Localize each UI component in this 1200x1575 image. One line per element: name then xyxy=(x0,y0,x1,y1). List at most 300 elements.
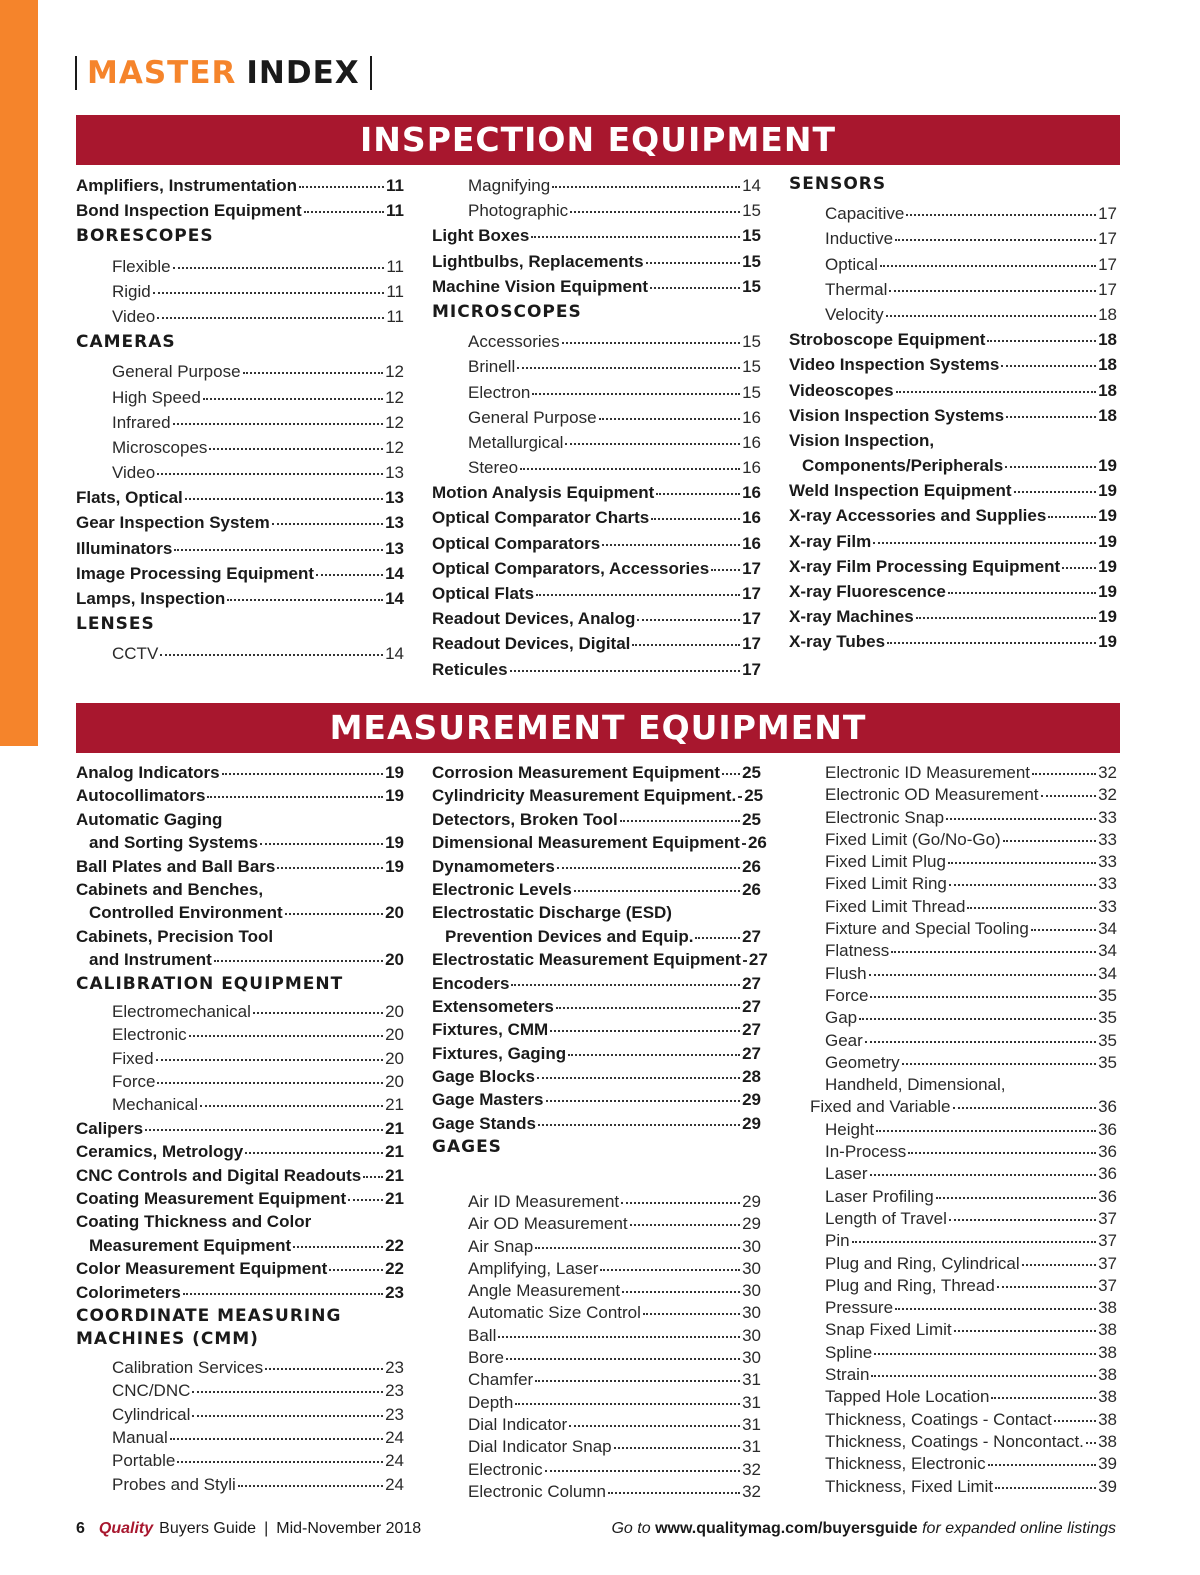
entry-label: Image Processing Equipment xyxy=(76,563,315,583)
entry-label: Dial Indicator Snap xyxy=(468,1437,612,1457)
index-entry[interactable] xyxy=(76,1283,404,1306)
side-color-strip xyxy=(0,0,38,746)
index-subentry[interactable] xyxy=(789,1254,1117,1276)
page-reference: 13 xyxy=(385,488,404,508)
entry-label: Electronic xyxy=(112,1025,187,1045)
entry-label: Readout Devices, Analog xyxy=(432,609,636,629)
page-reference: 14 xyxy=(742,176,761,195)
index-entry[interactable] xyxy=(789,532,1117,557)
index-entry[interactable] xyxy=(789,582,1117,607)
index-entry[interactable] xyxy=(432,226,761,251)
index-subentry[interactable] xyxy=(76,388,404,413)
section-heading: LENSES xyxy=(76,614,155,635)
index-entry[interactable] xyxy=(432,634,761,659)
index-subentry[interactable] xyxy=(432,1460,761,1482)
page-reference: 15 xyxy=(742,276,761,296)
index-subentry[interactable] xyxy=(789,919,1117,941)
entry-label: Coating Measurement Equipment xyxy=(76,1189,347,1209)
index-subentry[interactable] xyxy=(789,1164,1117,1186)
page-reference: 15 xyxy=(742,332,761,352)
entry-label: Gage Stands xyxy=(432,1113,536,1133)
index-subentry[interactable] xyxy=(76,1428,404,1451)
page-reference: 18 xyxy=(1098,355,1117,375)
page-reference: 15 xyxy=(742,251,761,271)
page-reference: 26 xyxy=(747,833,767,853)
dot-leader xyxy=(859,1018,1096,1020)
index-entry[interactable] xyxy=(76,903,404,926)
index-subentry[interactable] xyxy=(432,1259,761,1281)
index-entry[interactable] xyxy=(76,833,404,856)
page-reference: 11 xyxy=(386,306,404,326)
page-reference: 29 xyxy=(742,1113,761,1133)
index-entry[interactable] xyxy=(432,997,761,1020)
entry-label: Strain xyxy=(825,1365,870,1385)
index-subentry[interactable] xyxy=(432,1303,761,1325)
dot-leader xyxy=(253,1012,383,1014)
index-entry[interactable] xyxy=(789,506,1117,531)
entry-label: General Purpose xyxy=(112,362,241,382)
index-subentry[interactable] xyxy=(789,1053,1117,1075)
index-entry[interactable] xyxy=(432,880,761,903)
index-entry[interactable] xyxy=(789,557,1117,582)
page-reference: 12 xyxy=(385,362,404,382)
index-subentry[interactable] xyxy=(76,257,404,282)
entry-label: Flush xyxy=(825,963,867,983)
entry-label: Electromechanical xyxy=(112,1001,251,1021)
index-subentry[interactable] xyxy=(789,255,1117,280)
dot-leader xyxy=(916,617,1096,619)
dot-leader xyxy=(574,890,740,892)
dot-leader xyxy=(565,443,740,445)
index-subentry[interactable] xyxy=(432,1237,761,1259)
entry-label: Video xyxy=(112,306,156,326)
page-reference: 27 xyxy=(742,926,761,946)
index-subentry[interactable] xyxy=(432,1348,761,1370)
index-entry[interactable] xyxy=(76,786,404,809)
index-subentry[interactable] xyxy=(76,1358,404,1381)
index-subentry[interactable] xyxy=(432,176,761,201)
page-reference: 18 xyxy=(1098,304,1117,324)
index-entry[interactable] xyxy=(432,660,761,685)
page-reference: 39 xyxy=(1098,1476,1117,1496)
dot-leader xyxy=(646,262,740,264)
section-heading: CALIBRATION EQUIPMENT xyxy=(76,973,344,994)
entry-label: Tapped Hole Location xyxy=(825,1387,990,1407)
page-reference: 17 xyxy=(742,659,761,679)
page-reference: 38 xyxy=(1098,1320,1117,1340)
page-reference: 16 xyxy=(742,533,761,553)
index-subentry[interactable] xyxy=(789,1320,1117,1342)
index-entry-label: Cabinets and Benches, xyxy=(76,879,264,899)
page-reference: 30 xyxy=(742,1325,761,1345)
index-subentry[interactable] xyxy=(789,1187,1117,1209)
index-entry[interactable] xyxy=(789,456,1117,481)
page-reference: 17 xyxy=(1098,229,1117,249)
page-reference: 11 xyxy=(386,176,404,195)
entry-label: Videoscopes xyxy=(789,380,894,400)
index-entry[interactable] xyxy=(432,857,761,880)
index-entry[interactable] xyxy=(789,481,1117,506)
dot-leader xyxy=(552,186,740,188)
index-subentry[interactable] xyxy=(432,1415,761,1437)
dot-leader xyxy=(643,1313,740,1315)
index-entry[interactable] xyxy=(432,974,761,997)
entry-label: Readout Devices, Digital xyxy=(432,634,631,654)
index-entry[interactable] xyxy=(432,786,764,809)
page-reference: 21 xyxy=(385,1118,404,1138)
index-subentry[interactable] xyxy=(789,1231,1117,1253)
index-entry[interactable] xyxy=(432,1067,761,1090)
page-reference: 25 xyxy=(744,786,764,806)
index-subentry[interactable] xyxy=(789,1365,1117,1387)
index-entry[interactable] xyxy=(76,539,404,564)
dot-leader xyxy=(1022,1264,1096,1266)
index-subentry[interactable] xyxy=(432,201,761,226)
index-entry[interactable] xyxy=(76,950,404,973)
dot-leader xyxy=(722,773,740,775)
index-subentry[interactable] xyxy=(76,1451,404,1474)
dot-leader xyxy=(562,342,740,344)
entry-label: Plug and Ring, Cylindrical xyxy=(825,1253,1020,1273)
section-heading: GAGES xyxy=(432,1137,502,1158)
page-reference: 38 xyxy=(1098,1298,1117,1318)
index-subentry[interactable] xyxy=(432,1370,761,1392)
page-reference: 18 xyxy=(1098,330,1117,350)
entry-label: X-ray Machines xyxy=(789,607,914,627)
index-subentry[interactable] xyxy=(432,458,761,483)
index-subentry[interactable] xyxy=(789,1298,1117,1320)
dot-leader xyxy=(908,1152,1096,1154)
index-entry[interactable] xyxy=(789,406,1117,431)
dot-leader xyxy=(954,1330,1096,1332)
index-subentry[interactable] xyxy=(432,408,761,433)
page-reference: 33 xyxy=(1098,896,1117,916)
dot-leader xyxy=(600,1269,740,1271)
index-subentry[interactable] xyxy=(432,332,761,357)
index-entry[interactable] xyxy=(432,1020,761,1043)
entry-label: Detectors, Broken Tool xyxy=(432,809,618,829)
page-reference: 15 xyxy=(742,357,761,377)
entry-label: Flexible xyxy=(112,256,171,276)
index-entry[interactable] xyxy=(76,201,404,226)
dot-leader xyxy=(948,862,1096,864)
page-reference: 29 xyxy=(742,1192,761,1211)
index-entry[interactable] xyxy=(76,1259,404,1282)
dot-leader xyxy=(209,448,383,450)
dot-leader xyxy=(550,1030,740,1032)
index-entry[interactable] xyxy=(76,564,404,589)
page-footer xyxy=(76,1518,1116,1540)
index-subentry[interactable] xyxy=(789,1454,1117,1476)
index-subentry[interactable] xyxy=(789,1343,1117,1365)
dot-leader xyxy=(260,843,383,845)
index-subentry[interactable] xyxy=(432,383,761,408)
index-subentry[interactable] xyxy=(789,1477,1117,1499)
entry-label: Brinell xyxy=(468,357,516,377)
entry-label: Air ID Measurement xyxy=(468,1192,620,1211)
dot-leader xyxy=(896,391,1097,393)
index-subentry[interactable] xyxy=(789,1276,1117,1298)
index-entry[interactable] xyxy=(432,950,768,973)
index-subentry[interactable] xyxy=(76,438,404,463)
index-entry[interactable] xyxy=(76,763,404,786)
page-reference: 20 xyxy=(385,1072,404,1092)
index-subentry[interactable] xyxy=(76,644,404,669)
index-subentry[interactable] xyxy=(76,1072,404,1095)
index-entry[interactable] xyxy=(76,513,404,538)
index-entry[interactable] xyxy=(432,763,761,786)
index-subentry[interactable] xyxy=(789,229,1117,254)
index-entry[interactable] xyxy=(432,508,761,533)
index-entry[interactable] xyxy=(76,1119,404,1142)
index-subentry[interactable] xyxy=(789,964,1117,986)
index-subentry[interactable] xyxy=(789,941,1117,963)
entry-label: Amplifiers, Instrumentation xyxy=(76,176,298,195)
page-reference: 11 xyxy=(386,281,404,301)
dot-leader xyxy=(189,1035,383,1037)
page-reference: 20 xyxy=(385,1001,404,1021)
entry-label: Gear Inspection System xyxy=(76,513,270,533)
entry-label: Lamps, Inspection xyxy=(76,589,226,608)
index-entry[interactable] xyxy=(432,559,761,584)
footer-cta-suffix: for expanded online listings xyxy=(922,1520,1116,1537)
index-entry[interactable] xyxy=(789,330,1117,355)
index-subentry[interactable] xyxy=(789,1008,1117,1030)
index-entry[interactable] xyxy=(789,607,1117,632)
page-reference: 16 xyxy=(742,483,761,503)
dot-leader xyxy=(599,418,741,420)
entry-label: Geometry xyxy=(825,1052,900,1072)
page-title-master: MASTER xyxy=(87,55,237,91)
dot-leader xyxy=(880,265,1096,267)
index-subentry[interactable] xyxy=(76,307,404,332)
index-subentry[interactable] xyxy=(76,1475,404,1498)
entry-label: Spline xyxy=(825,1342,873,1362)
index-subentry[interactable] xyxy=(789,763,1117,785)
dot-leader xyxy=(889,290,1096,292)
section-heading: MACHINES (CMM) xyxy=(76,1329,259,1350)
page-reference: 15 xyxy=(742,226,761,246)
index-subentry[interactable] xyxy=(76,1025,404,1048)
dot-leader xyxy=(614,1447,740,1449)
dot-leader xyxy=(1006,416,1096,418)
entry-label: Mechanical xyxy=(112,1095,198,1115)
dot-leader xyxy=(304,211,384,213)
index-subentry[interactable] xyxy=(432,1482,761,1504)
dot-leader xyxy=(545,1470,740,1472)
index-subentry[interactable] xyxy=(789,1031,1117,1053)
index-entry[interactable] xyxy=(76,1142,404,1165)
index-entry[interactable] xyxy=(76,176,404,201)
entry-label: Fixed and Variable xyxy=(810,1097,951,1117)
index-subentry[interactable] xyxy=(432,1192,761,1214)
index-entry[interactable] xyxy=(789,381,1117,406)
entry-label: Fixtures, CMM xyxy=(432,1020,549,1040)
index-subentry[interactable] xyxy=(432,1281,761,1303)
index-subentry[interactable] xyxy=(76,1002,404,1025)
index-subentry[interactable] xyxy=(789,1410,1117,1432)
measurement-column-3 xyxy=(789,763,1117,1499)
entry-label: Stereo xyxy=(468,458,519,478)
inspection-column-2 xyxy=(432,176,761,685)
entry-label: Velocity xyxy=(825,304,884,324)
entry-label: Plug and Ring, Thread xyxy=(825,1275,995,1295)
page-reference: 16 xyxy=(742,432,761,452)
page-reference: 33 xyxy=(1098,852,1117,872)
dot-leader xyxy=(738,796,742,798)
index-entry[interactable] xyxy=(432,252,761,277)
inspection-equipment-banner: INSPECTION EQUIPMENT xyxy=(76,115,1120,165)
entry-label: Motion Analysis Equipment xyxy=(432,483,655,503)
index-subentry[interactable] xyxy=(789,1097,1117,1119)
index-entry[interactable] xyxy=(76,488,404,513)
index-subentry[interactable] xyxy=(789,785,1117,807)
index-entry[interactable] xyxy=(432,584,761,609)
dot-leader xyxy=(348,1199,383,1201)
index-subentry[interactable] xyxy=(432,1437,761,1459)
index-subentry[interactable] xyxy=(76,1405,404,1428)
index-entry[interactable] xyxy=(432,483,761,508)
index-subentry[interactable] xyxy=(432,433,761,458)
page-reference: 37 xyxy=(1098,1253,1117,1273)
index-subentry[interactable] xyxy=(789,280,1117,305)
index-subentry[interactable] xyxy=(789,897,1117,919)
index-entry[interactable] xyxy=(432,927,761,950)
dot-leader xyxy=(873,542,1096,544)
dot-leader xyxy=(651,518,740,520)
entry-label: Thermal xyxy=(825,279,888,299)
page-reference: 17 xyxy=(742,609,761,629)
dot-leader xyxy=(506,1358,740,1360)
index-entry[interactable] xyxy=(432,1044,761,1067)
page-reference: 12 xyxy=(385,387,404,407)
index-subentry[interactable] xyxy=(76,1049,404,1072)
dot-leader xyxy=(637,619,740,621)
entry-label: Bond Inspection Equipment xyxy=(76,201,302,221)
index-subentry[interactable] xyxy=(76,1095,404,1118)
index-entry[interactable] xyxy=(432,810,761,833)
page-reference: 38 xyxy=(1098,1409,1117,1429)
entry-label: Corrosion Measurement Equipment xyxy=(432,763,721,782)
dot-leader xyxy=(173,267,385,269)
dot-leader xyxy=(1086,1442,1096,1444)
page-reference: 37 xyxy=(1098,1208,1117,1228)
entry-label: Thickness, Fixed Limit xyxy=(825,1476,994,1496)
page-reference: 24 xyxy=(385,1427,404,1447)
index-entry[interactable] xyxy=(76,857,404,880)
index-subentry[interactable] xyxy=(76,1381,404,1404)
index-entry[interactable] xyxy=(76,1236,404,1259)
dot-leader xyxy=(316,574,383,576)
index-subentry[interactable] xyxy=(76,362,404,387)
dot-leader xyxy=(183,1293,383,1295)
entry-label: Video Inspection Systems xyxy=(789,355,1000,375)
index-entry[interactable] xyxy=(76,1166,404,1189)
index-subentry[interactable] xyxy=(76,463,404,488)
entry-label: High Speed xyxy=(112,387,201,407)
entry-label: Vision Inspection Systems xyxy=(789,405,1005,425)
page-reference: 11 xyxy=(386,256,404,276)
index-subentry[interactable] xyxy=(789,1120,1117,1142)
index-subentry[interactable] xyxy=(789,852,1117,874)
dot-leader xyxy=(173,423,383,425)
index-subentry[interactable] xyxy=(76,413,404,438)
entry-label: General Purpose xyxy=(468,407,597,427)
page-reference: 19 xyxy=(385,833,404,853)
measurement-equipment-banner: MEASUREMENT EQUIPMENT xyxy=(76,703,1120,753)
index-entry[interactable] xyxy=(432,534,761,559)
page-reference: 16 xyxy=(742,407,761,427)
index-subentry[interactable] xyxy=(76,282,404,307)
dot-leader xyxy=(570,211,740,213)
dot-leader xyxy=(987,340,1096,342)
index-subentry[interactable] xyxy=(432,1214,761,1236)
index-subentry[interactable] xyxy=(789,808,1117,830)
dot-leader xyxy=(200,1105,383,1107)
entry-label: Ball xyxy=(468,1325,497,1345)
index-entry[interactable] xyxy=(789,632,1117,657)
dot-leader xyxy=(299,186,384,188)
dot-leader xyxy=(997,1286,1096,1288)
index-subentry[interactable] xyxy=(789,830,1117,852)
page-reference: 35 xyxy=(1098,1008,1117,1028)
entry-label: Weld Inspection Equipment xyxy=(789,481,1012,501)
index-subentry[interactable] xyxy=(789,1387,1117,1409)
index-subentry[interactable] xyxy=(789,874,1117,896)
page-reference: 14 xyxy=(385,589,404,608)
dot-leader xyxy=(650,287,740,289)
entry-label: Flats, Optical xyxy=(76,488,183,508)
index-subentry[interactable] xyxy=(789,204,1117,229)
footer-url-link[interactable]: www.qualitymag.com/buyersguide xyxy=(655,1520,918,1537)
index-subentry[interactable] xyxy=(789,986,1117,1008)
footer-issue: Mid-November 2018 xyxy=(276,1520,422,1537)
entry-label: Height xyxy=(825,1119,875,1139)
page-reference: 11 xyxy=(386,201,404,221)
index-subentry[interactable] xyxy=(789,305,1117,330)
page-reference: 34 xyxy=(1098,941,1117,961)
index-subentry[interactable] xyxy=(432,357,761,382)
index-subentry[interactable] xyxy=(789,1432,1117,1454)
index-subentry[interactable] xyxy=(432,1393,761,1415)
index-entry[interactable] xyxy=(432,609,761,634)
index-entry[interactable] xyxy=(789,355,1117,380)
entry-label: Infrared xyxy=(112,412,171,432)
page-reference: 35 xyxy=(1098,985,1117,1005)
section-heading: BORESCOPES xyxy=(76,226,214,247)
entry-label: X-ray Fluorescence xyxy=(789,582,946,601)
index-entry[interactable] xyxy=(432,277,761,302)
index-subentry[interactable] xyxy=(789,1209,1117,1231)
dot-leader xyxy=(870,1174,1097,1176)
dot-leader xyxy=(185,498,383,500)
page-reference: 30 xyxy=(742,1236,761,1256)
dot-leader xyxy=(157,317,384,319)
index-entry[interactable] xyxy=(76,589,404,614)
index-subentry[interactable] xyxy=(432,1326,761,1348)
dot-leader xyxy=(906,214,1096,216)
page-reference: 13 xyxy=(385,513,404,533)
index-entry[interactable] xyxy=(432,1090,761,1113)
index-entry[interactable] xyxy=(76,1189,404,1212)
dot-leader xyxy=(632,644,740,646)
dot-leader xyxy=(887,642,1096,644)
index-subentry[interactable] xyxy=(789,1142,1117,1164)
page-reference: 22 xyxy=(385,1259,404,1279)
index-entry[interactable] xyxy=(432,833,767,856)
index-entry[interactable] xyxy=(432,1114,761,1137)
dot-leader xyxy=(995,1487,1096,1489)
